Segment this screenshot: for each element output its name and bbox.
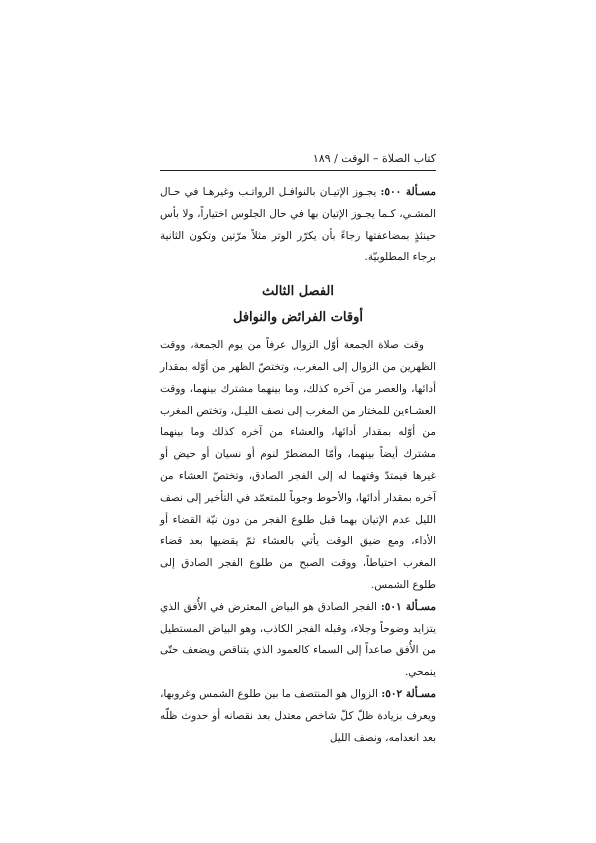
masala-502-label: مسـألة ٥٠٢:	[381, 687, 436, 700]
masala-502-text: الزوال هو المنتصف ما بين طلوع الشمس وغروبها، ويعرف بزيادة ظلّ كلّ شاخص معتدل بعد نقصانه أو حدوث ظلّه بعد انعدامه، ونصف الليل	[160, 687, 436, 744]
masala-502-paragraph	[160, 684, 436, 749]
intro-paragraph: وقت صلاة الجمعة أوّل الزوال عرفاً من يوم الجمعة، ووقت الظهرين من الزوال إلى المغرب، وتختصّ الظهر من أوّله بمقدار أدائها، والعصر من آخره كذلك، وما بينهما مشترك بينهما، ووقت العشـاءين للمختار من المغرب إلى نصف الليـل، وتختص المغرب من أوّله بمقدار أدائها، والعشاء من آخره كذلك وما بينهما مشترك أيضاً بينهما، وأمّا المضطرّ لنوم أو نسيان أو حيض أو غيرها فيمتدّ وقتهما له إلى الفجر الصادق، وتختصّ العشاء من آخره بمقدار أدائها، والأحوط وجوباً للمتعمّد في التأخير إلى نصف الليل عدم الإتيان بهما قبل طلوع الفجر من دون نيّة القضاء أو الأداء، ومع ضيق الوقت يأتي بالعشاء ثمّ يقضيها بعد قضاء المغرب احتياطاً، ووقت الصبح من طلوع الفجر الصادق إلى طلوع الشمس.	[160, 339, 436, 591]
running-title: كتاب الصلاة – الوقت / ١٨٩	[312, 152, 436, 165]
masala-501-text: الفجر الصادق هو البياض المعترض في الأُفق الذي يتزايد وضوحاً وجلاء، وقبله الفجر الكاذب، وهو البياض المستطيل من الأُفق صاعداً إلى السماء كالعمود الذي يتناقص ويضعف حتّى ينمحي.	[160, 600, 436, 679]
masala-501-label: مسـألة ٥٠١:	[380, 600, 436, 613]
masala-501-paragraph	[160, 597, 436, 684]
chapter-title: الفصل الثالث	[262, 284, 334, 300]
masala-500-paragraph	[160, 182, 436, 269]
running-header	[160, 150, 436, 171]
masala-500-label: مسـألة ٥٠٠:	[380, 186, 436, 198]
masala-500-text: يجـوز الإتيـان بالنوافـل الرواتـب وغيرهـا في حـال المشـي، كـما يجـوز الإتيان بها في حال الجلوس اختياراً، ولا بأس حينئذٍ بمضاعفتها رجاءً بأن يكرّر الوتر مثلاً مرّتين وتكون الثانية برجاء المطلوبيّة.	[160, 186, 436, 264]
chapter-subtitle: أوقات الفرائض والنوافل	[233, 310, 363, 326]
page-body	[160, 182, 436, 749]
